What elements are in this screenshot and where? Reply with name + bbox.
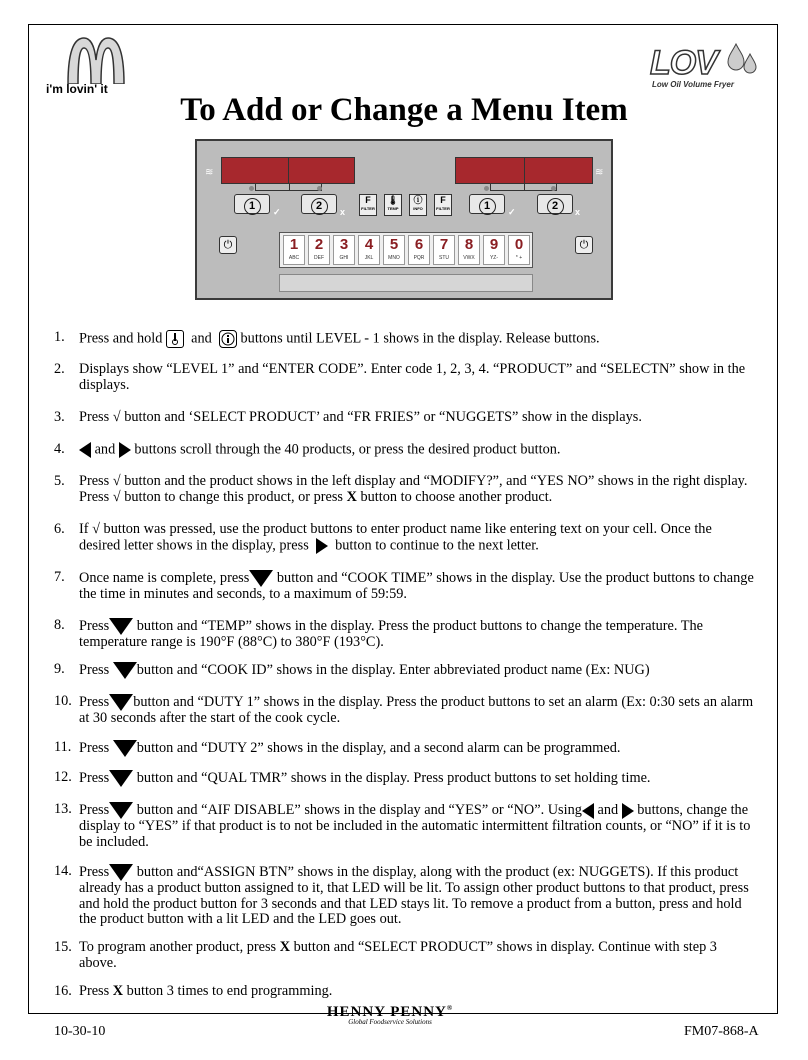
footer-date: 10-30-10 (54, 1024, 106, 1039)
right-arrow-icon (316, 538, 328, 554)
right-product-button-2[interactable]: 2 (537, 194, 573, 214)
display-bracket (490, 184, 525, 191)
down-arrow-icon (249, 570, 273, 587)
page-title: To Add or Change a Menu Item (180, 92, 628, 128)
footer-doc-id: FM07-868-A (684, 1024, 759, 1039)
right-power-button[interactable]: ⏻ (575, 236, 593, 254)
key-1[interactable]: 1 ABC (283, 235, 305, 265)
temp-button[interactable]: 🌡 TEMP (384, 194, 402, 216)
led (484, 186, 489, 191)
right-display (455, 157, 593, 184)
key-5[interactable]: 5 MNO (383, 235, 405, 265)
left-power-button[interactable]: ⏻ (219, 236, 237, 254)
check-mark: ✓ (508, 207, 516, 217)
key-4[interactable]: 4 JKL (358, 235, 380, 265)
down-arrow-icon (113, 662, 137, 679)
left-arrow-icon (582, 803, 594, 819)
mcdonalds-tagline: i'm lovin' it (46, 82, 108, 96)
mcdonalds-logo (46, 36, 156, 96)
right-arrow-icon (622, 803, 634, 819)
left-display (221, 157, 355, 184)
down-arrow-icon (109, 618, 133, 635)
golden-arches-icon (64, 36, 128, 84)
down-arrow-icon (109, 770, 133, 787)
left-product-button-1[interactable]: 1 (234, 194, 270, 214)
check-icon: √ (112, 409, 121, 425)
fryer-control-panel (195, 139, 613, 300)
key-2[interactable]: 2 DEF (308, 235, 330, 265)
product-keypad (279, 232, 533, 268)
info-button[interactable]: ⓘ INFO (409, 194, 427, 216)
oil-drop-icon (724, 40, 760, 80)
led (317, 186, 322, 191)
key-0[interactable]: 0 * + (508, 235, 530, 265)
right-product-button-1[interactable]: 1 (469, 194, 505, 214)
left-arrow-icon (79, 442, 91, 458)
key-8[interactable]: 8 VWX (458, 235, 480, 265)
key-9[interactable]: 9 YZ- (483, 235, 505, 265)
lov-logo-text: LOV (650, 44, 717, 82)
info-icon (219, 330, 237, 348)
temp-icon (166, 330, 184, 348)
heat-icon: ≋ (205, 167, 214, 178)
label-strip (279, 274, 533, 292)
down-arrow-icon (109, 864, 133, 881)
down-arrow-icon (109, 694, 133, 711)
display-bracket (255, 184, 290, 191)
lov-subtitle: Low Oil Volume Fryer (652, 80, 734, 89)
henny-penny-logo: HENNY PENNY® Global Foodservice Solutions (326, 1004, 454, 1026)
down-arrow-icon (109, 802, 133, 819)
lov-logo (640, 40, 764, 96)
led (249, 186, 254, 191)
x-mark: x (575, 207, 581, 217)
key-7[interactable]: 7 STU (433, 235, 455, 265)
key-3[interactable]: 3 GHI (333, 235, 355, 265)
x-mark: x (340, 207, 346, 217)
check-mark: ✓ (273, 207, 281, 217)
right-arrow-icon (119, 442, 131, 458)
led (551, 186, 556, 191)
key-6[interactable]: 6 PQR (408, 235, 430, 265)
left-product-button-2[interactable]: 2 (301, 194, 337, 214)
down-arrow-icon (113, 740, 137, 757)
heat-icon: ≋ (595, 167, 604, 178)
filter-button[interactable]: F FILTER (359, 194, 377, 216)
filter-button[interactable]: F FILTER (434, 194, 452, 216)
